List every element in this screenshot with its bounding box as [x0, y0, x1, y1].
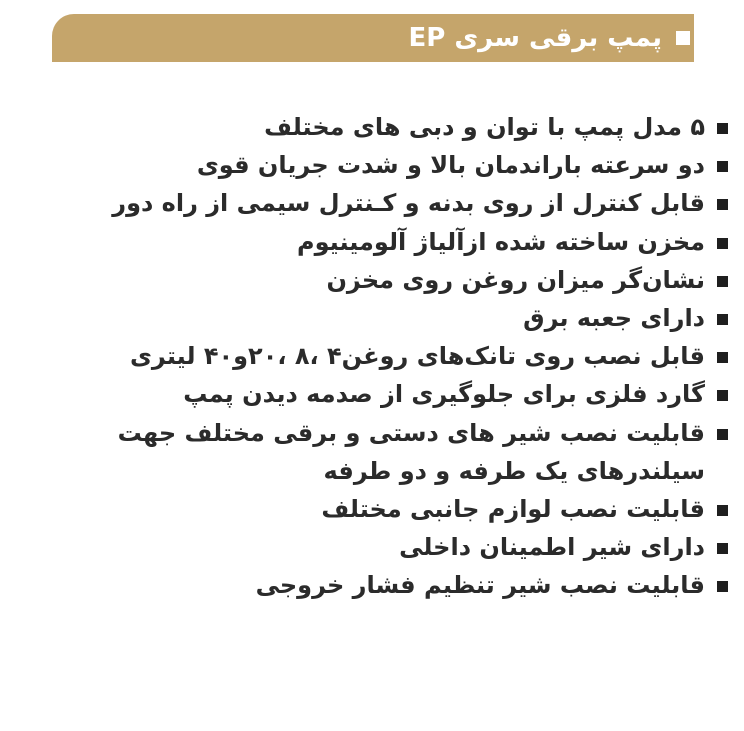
square-bullet-icon — [717, 276, 728, 287]
feature-item — [48, 566, 728, 604]
square-bullet-icon — [717, 581, 728, 592]
square-bullet-icon — [717, 429, 728, 440]
square-bullet-icon — [717, 390, 728, 401]
square-bullet-icon — [717, 543, 728, 554]
feature-text: مخزن ساخته شده ازآلیاژ آلومینیوم — [297, 227, 705, 256]
feature-text: ۵ مدل پمپ با توان و دبی های مختلف — [264, 113, 705, 141]
square-bullet-icon — [717, 352, 728, 363]
square-bullet-icon — [717, 238, 728, 249]
feature-item — [48, 414, 728, 490]
feature-text: قابلیت نصب شیر های دستی و برقی مختلف جهت سیلندرهای یک طرفه و دو طرفه — [117, 418, 705, 485]
section-title: پمپ برقی سری EP — [408, 23, 662, 53]
square-bullet-icon — [717, 505, 728, 516]
feature-text: دارای جعبه برق — [523, 304, 705, 333]
feature-item — [48, 337, 728, 375]
feature-text: نشان‌گر میزان روغن روی مخزن — [326, 265, 705, 294]
square-bullet-icon — [717, 199, 728, 210]
square-bullet-icon — [717, 123, 728, 134]
square-bullet-icon — [717, 161, 728, 172]
feature-text: قابلیت نصب لوازم جانبی مختلف — [321, 495, 705, 524]
feature-text: قابلیت نصب شیر تنظیم فشار خروجی — [255, 571, 705, 600]
section-header — [408, 14, 690, 62]
feature-text: گارد فلزی برای جلوگیری از صدمه دیدن پمپ — [183, 380, 705, 409]
feature-text: دارای شیر اطمینان داخلی — [399, 533, 705, 562]
feature-item — [48, 108, 728, 146]
feature-list — [48, 108, 728, 605]
feature-item — [48, 528, 728, 566]
square-bullet-icon — [717, 314, 728, 325]
feature-item — [48, 184, 728, 222]
feature-item — [48, 261, 728, 299]
feature-text: دو سرعته باراندمان بالا و شدت جریان قوی — [196, 151, 705, 180]
feature-text: قابل کنترل از روی بدنه و کـنترل سیمی از راه دور — [112, 189, 705, 218]
feature-item — [48, 490, 728, 528]
square-bullet-icon — [676, 31, 690, 45]
feature-item — [48, 375, 728, 413]
feature-item — [48, 223, 728, 261]
feature-text: قابل نصب روی تانک‌های روغن۴ ،۸ ،۲۰و۴۰ لیتری — [129, 342, 705, 371]
feature-item — [48, 146, 728, 184]
feature-item — [48, 299, 728, 337]
